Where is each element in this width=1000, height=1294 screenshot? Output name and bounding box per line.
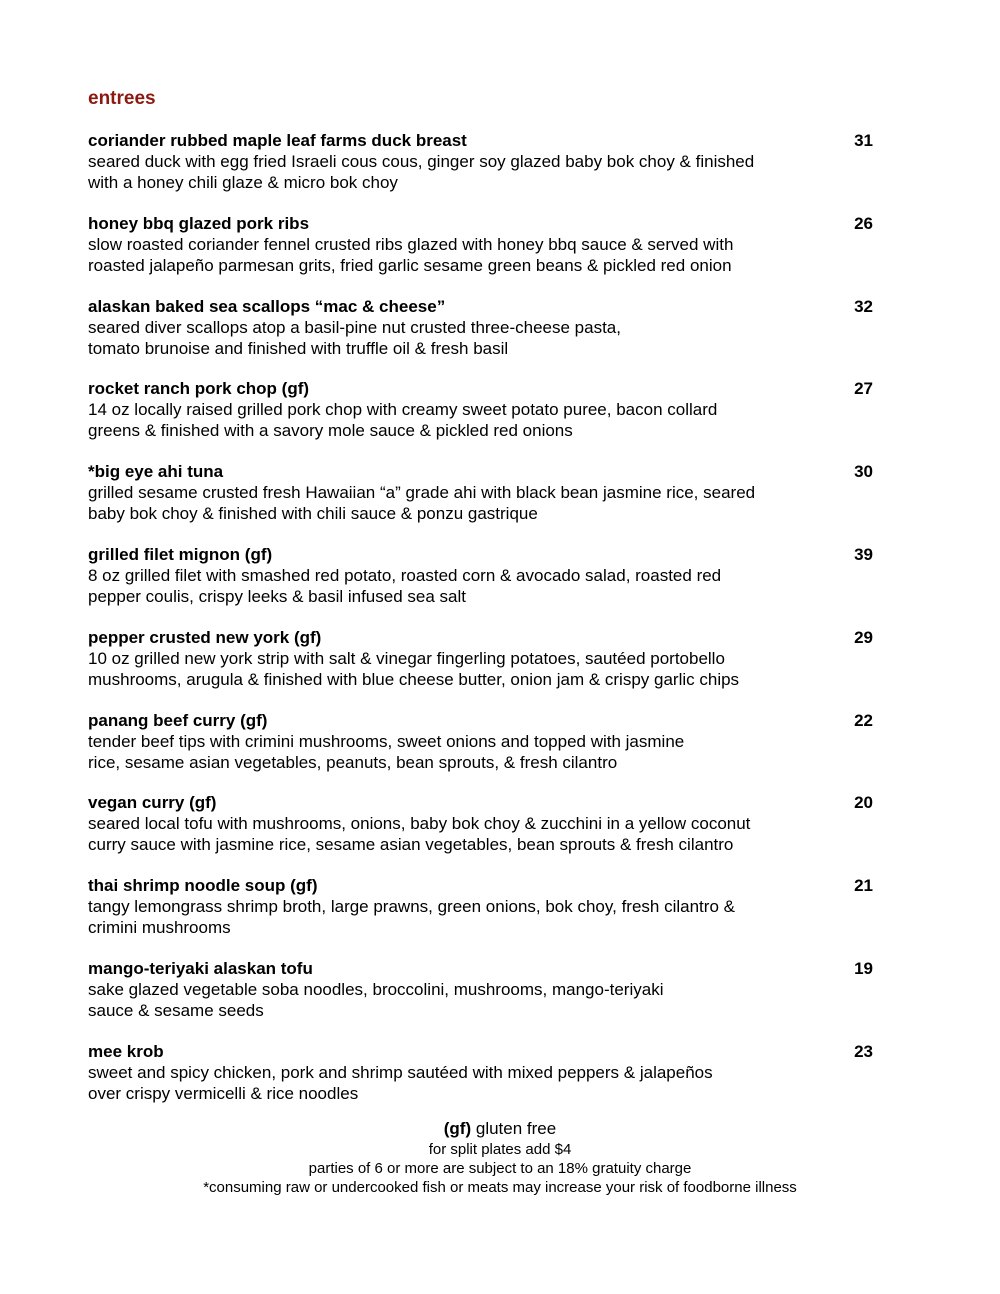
menu-item — [88, 296, 878, 379]
menu-item-description: sweet and spicy chicken, pork and shrimp sautéed with mixed peppers & jalapeños over crispy vermicelli & rice noodles — [88, 1062, 713, 1103]
menu-item-description: grilled sesame crusted fresh Hawaiian “a” grade ahi with black bean jasmine rice, seared baby bok choy & finished with chili sauce & ponzu gastrique — [88, 483, 756, 524]
menu-item — [88, 544, 878, 627]
menu-item-list — [88, 130, 878, 1124]
menu-item — [88, 792, 878, 875]
menu-item — [88, 627, 878, 710]
split-plates-note: for split plates add $4 — [428, 1141, 572, 1158]
menu-item-price: 22 — [854, 710, 873, 730]
menu-item-description: seared diver scallops atop a basil-pine nut crusted three-cheese pasta, tomato brunoise and finished with truffle oil & fresh basil — [88, 317, 621, 358]
menu-item-description: slow roasted coriander fennel crusted ribs glazed with honey bbq sauce & served with roasted jalapeño parmesan grits, fried garlic sesame green beans & pickled red onion — [88, 234, 734, 275]
menu-item-description: 8 oz grilled filet with smashed red potato, roasted corn & avocado salad, roasted red pepper coulis, crispy leeks & basil infused sea salt — [88, 565, 722, 606]
menu-item-name: honey bbq glazed pork ribs — [88, 213, 310, 233]
menu-item — [88, 875, 878, 958]
menu-item-price: 31 — [854, 131, 873, 150]
menu-item — [88, 213, 878, 296]
menu-item-name: grilled filet mignon (gf) — [88, 544, 273, 564]
menu-item — [88, 461, 878, 544]
menu-item-price: 30 — [854, 462, 873, 482]
menu-item — [88, 378, 878, 461]
menu-item-name: vegan curry (gf) — [88, 793, 217, 813]
menu-item — [88, 958, 878, 1041]
menu-item-description: seared duck with egg fried Israeli cous cous, ginger soy glazed baby bok choy & finished with a honey chili glaze & micro bok choy — [88, 152, 755, 192]
menu-item-price: 19 — [854, 958, 873, 978]
gluten-free-legend — [0, 1118, 1000, 1140]
menu-item-price: 26 — [854, 213, 873, 233]
menu-item-name: coriander rubbed maple leaf farms duck breast — [88, 131, 467, 150]
menu-item-description: 14 oz locally raised grilled pork chop with creamy sweet potato puree, bacon collard greens & finished with a savory mole sauce & pickled red onions — [88, 400, 718, 441]
menu-item-description: tangy lemongrass shrimp broth, large prawns, green onions, bok choy, fresh cilantro & crimini mushrooms — [88, 897, 735, 938]
menu-item-name: alaskan baked sea scallops “mac & cheese” — [88, 296, 446, 316]
menu-item-price: 39 — [854, 544, 873, 564]
gluten-free-label: gluten free — [475, 1119, 557, 1138]
menu-item-price: 27 — [854, 379, 873, 399]
menu-item-price: 21 — [854, 876, 873, 896]
menu-item-price: 29 — [854, 627, 873, 647]
menu-item-name: mee krob — [88, 1041, 164, 1061]
menu-item-description: seared local tofu with mushrooms, onions, baby bok choy & zucchini in a yellow coconut curry sauce with jasmine rice, sesame asian vegetables, bean sprouts & fresh cilantro — [88, 814, 751, 855]
menu-item-name: panang beef curry (gf) — [88, 710, 268, 730]
menu-item-description: 10 oz grilled new york strip with salt & vinegar fingerling potatoes, sautéed portobello mushrooms, arugula & finished with blue cheese butter, onion jam & crispy garlic chips — [88, 648, 740, 689]
gratuity-note: parties of 6 or more are subject to an 18% gratuity charge — [308, 1160, 692, 1177]
menu-item-name: pepper crusted new york (gf) — [88, 627, 322, 647]
menu-item-description: sake glazed vegetable soba noodles, broccolini, mushrooms, mango-teriyaki sauce & sesame seeds — [88, 979, 664, 1020]
food-safety-warning: *consuming raw or undercooked fish or meats may increase your risk of foodborne illness — [203, 1179, 797, 1196]
menu-footer — [0, 1118, 1000, 1197]
menu-item-price: 20 — [854, 793, 873, 813]
menu-item — [88, 130, 878, 213]
menu-item — [88, 1041, 878, 1124]
gluten-free-tag: (gf) — [443, 1119, 472, 1138]
menu-item-price: 23 — [854, 1041, 873, 1061]
menu-item-name: mango-teriyaki alaskan tofu — [88, 958, 313, 978]
menu-item-name: *big eye ahi tuna — [88, 462, 224, 482]
menu-item-name: thai shrimp noodle soup (gf) — [88, 876, 318, 896]
menu-item-description: tender beef tips with crimini mushrooms, sweet onions and topped with jasmine rice, sesame asian vegetables, peanuts, bean sprouts, & fresh cilantro — [88, 731, 685, 772]
section-title: entrees — [88, 88, 156, 109]
menu-item — [88, 710, 878, 793]
menu-item-name: rocket ranch pork chop (gf) — [88, 379, 310, 399]
menu-item-price: 32 — [854, 296, 873, 316]
